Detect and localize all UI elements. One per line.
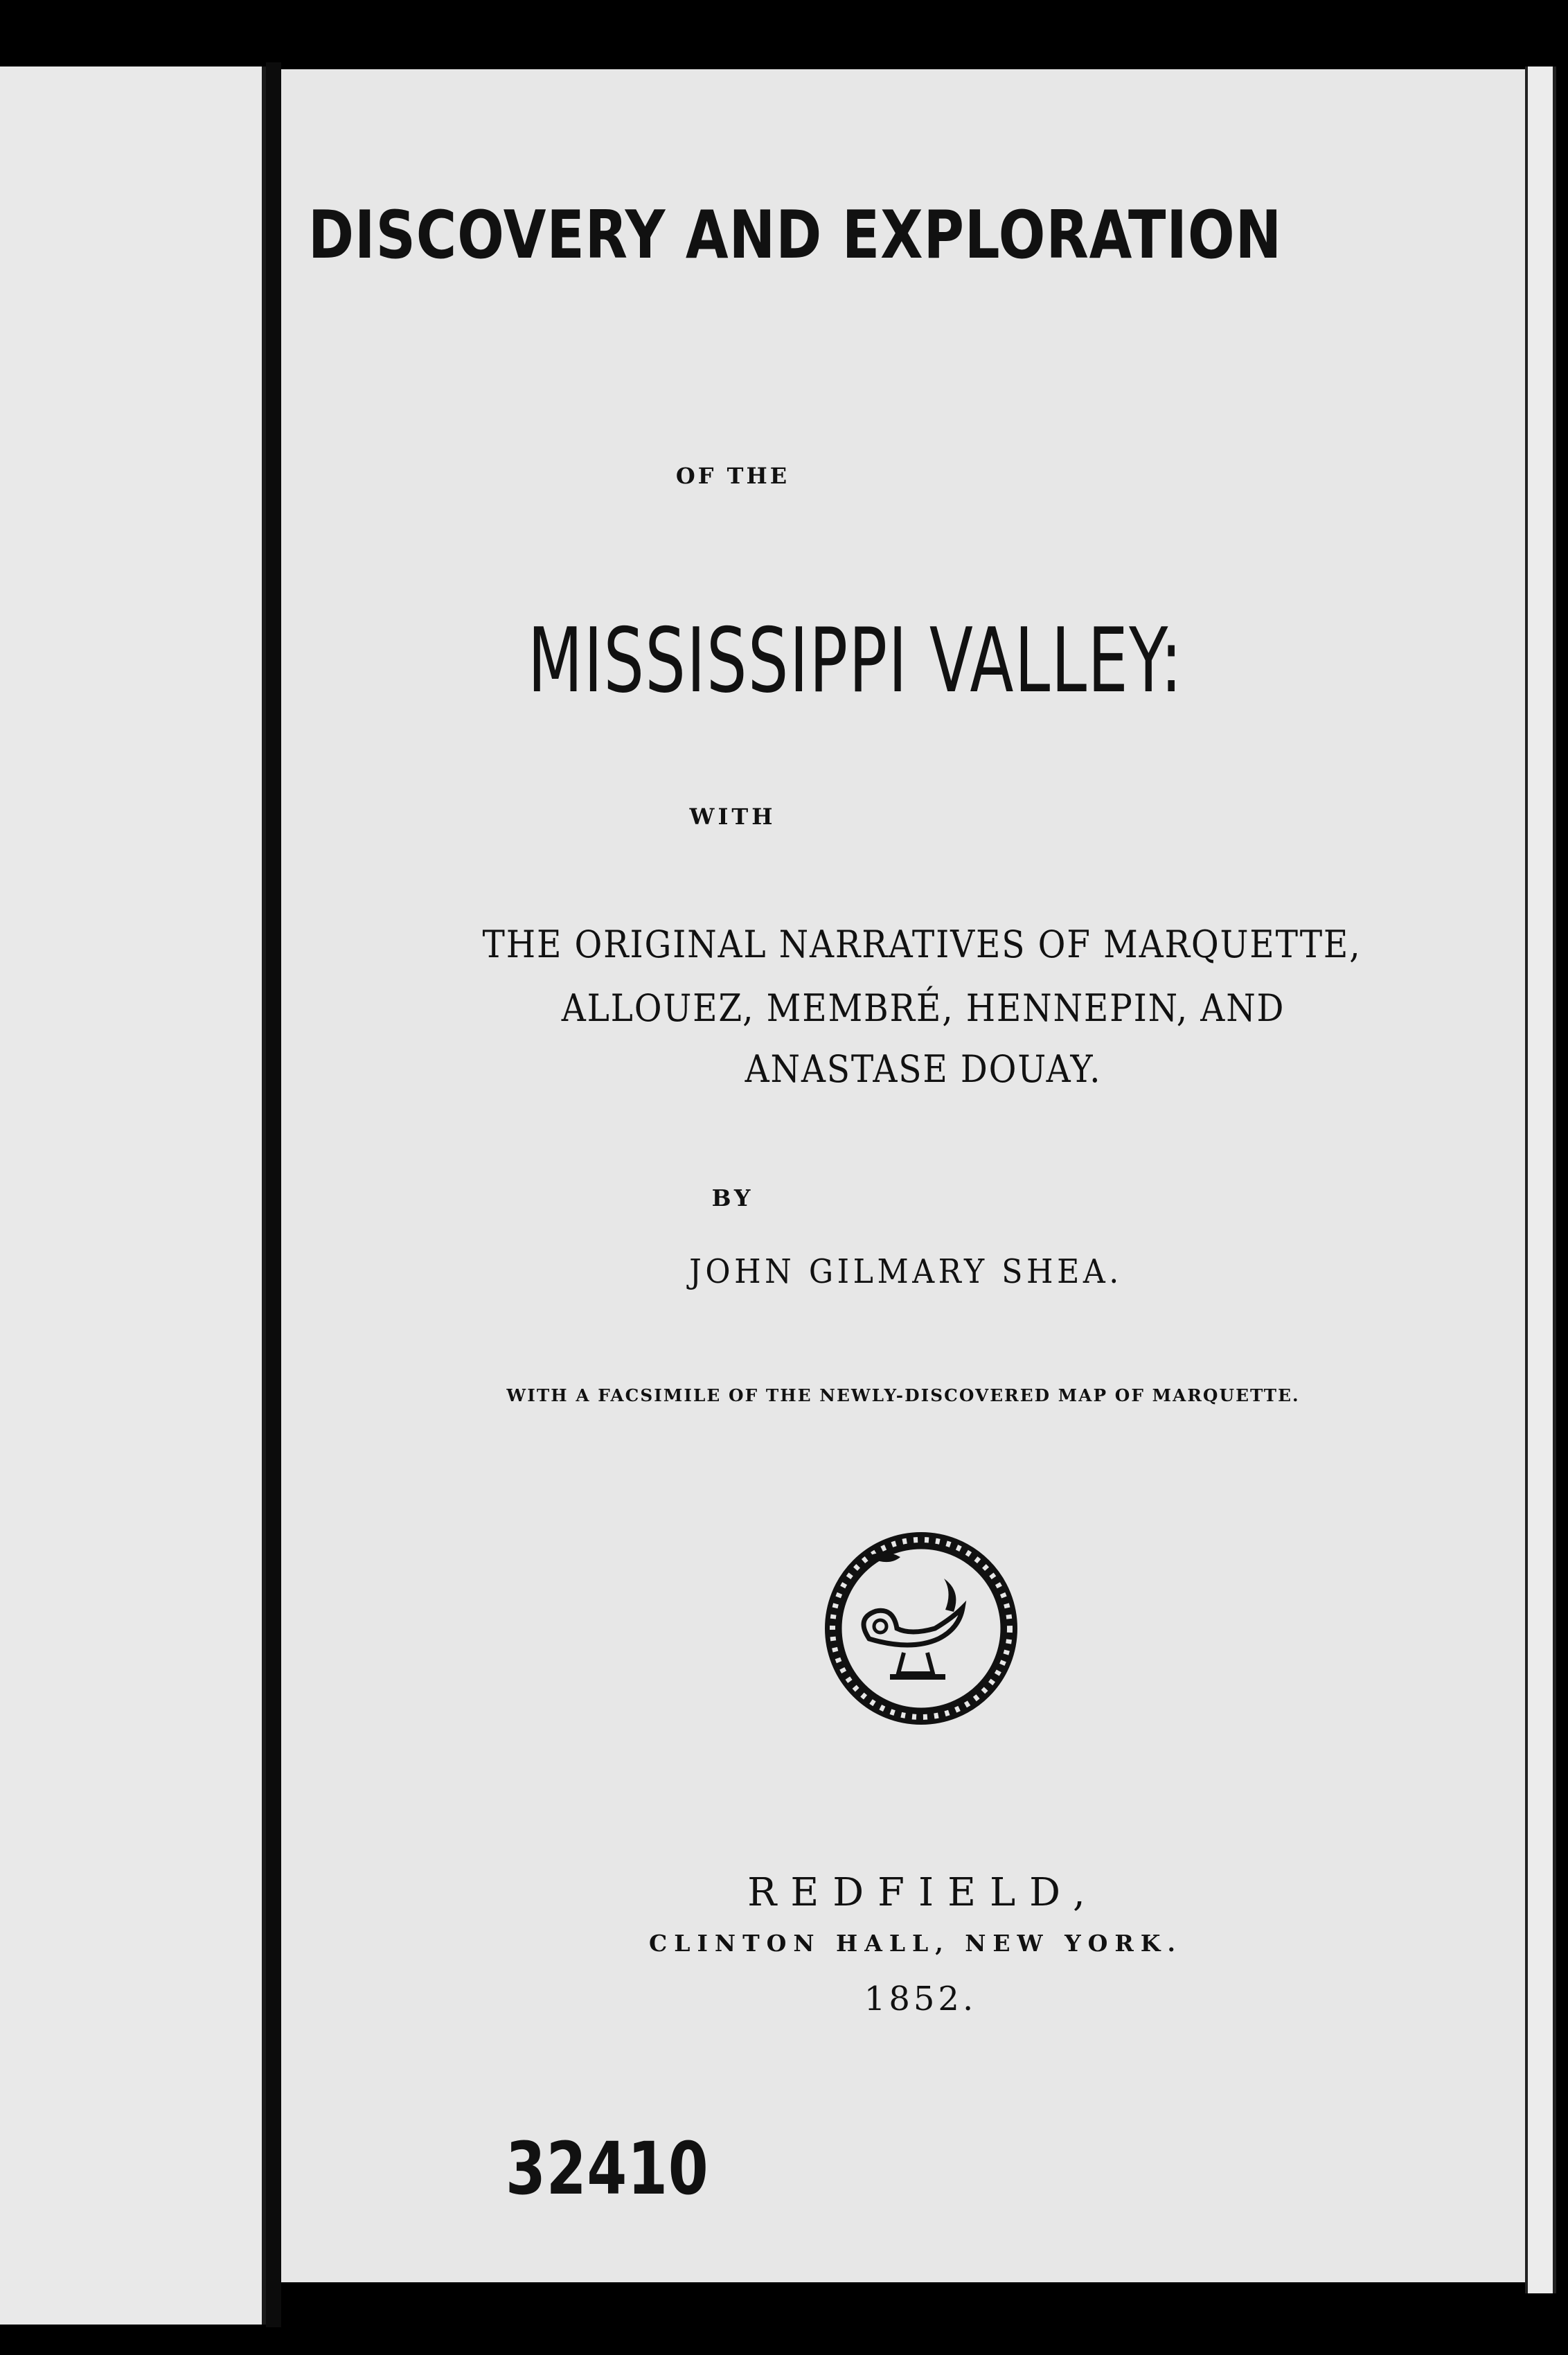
publisher-address: CLINTON HALL, NEW YORK.	[649, 1930, 1182, 1957]
of-the-text: OF THE	[675, 463, 790, 489]
publisher-name: REDFIELD,	[747, 1870, 1099, 1915]
facing-page	[0, 66, 266, 2325]
book-title-line-1: DISCOVERY AND EXPLORATION	[308, 197, 1283, 274]
book-title-line-2: MISSISSIPPI VALLEY:	[527, 610, 1184, 713]
ouroboros-lamp-icon	[821, 1528, 1022, 1729]
narratives-line-2: ALLOUEZ, MEMBRÉ, HENNEPIN, AND	[561, 986, 1285, 1030]
page-edge	[1525, 66, 1556, 2293]
publication-year: 1852.	[864, 1980, 977, 2018]
by-text: BY	[711, 1184, 754, 1211]
narratives-line-1: THE ORIGINAL NARRATIVES OF MARQUETTE,	[482, 923, 1362, 966]
accession-stamp: 32410	[506, 2126, 709, 2211]
narratives-line-3: ANASTASE DOUAY.	[745, 1047, 1102, 1091]
facsimile-note: WITH A FACSIMILE OF THE NEWLY-DISCOVERED MAP OF MARQUETTE.	[506, 1385, 1300, 1405]
with-text: WITH	[689, 803, 776, 830]
author-name: JOHN GILMARY SHEA.	[689, 1252, 1123, 1291]
